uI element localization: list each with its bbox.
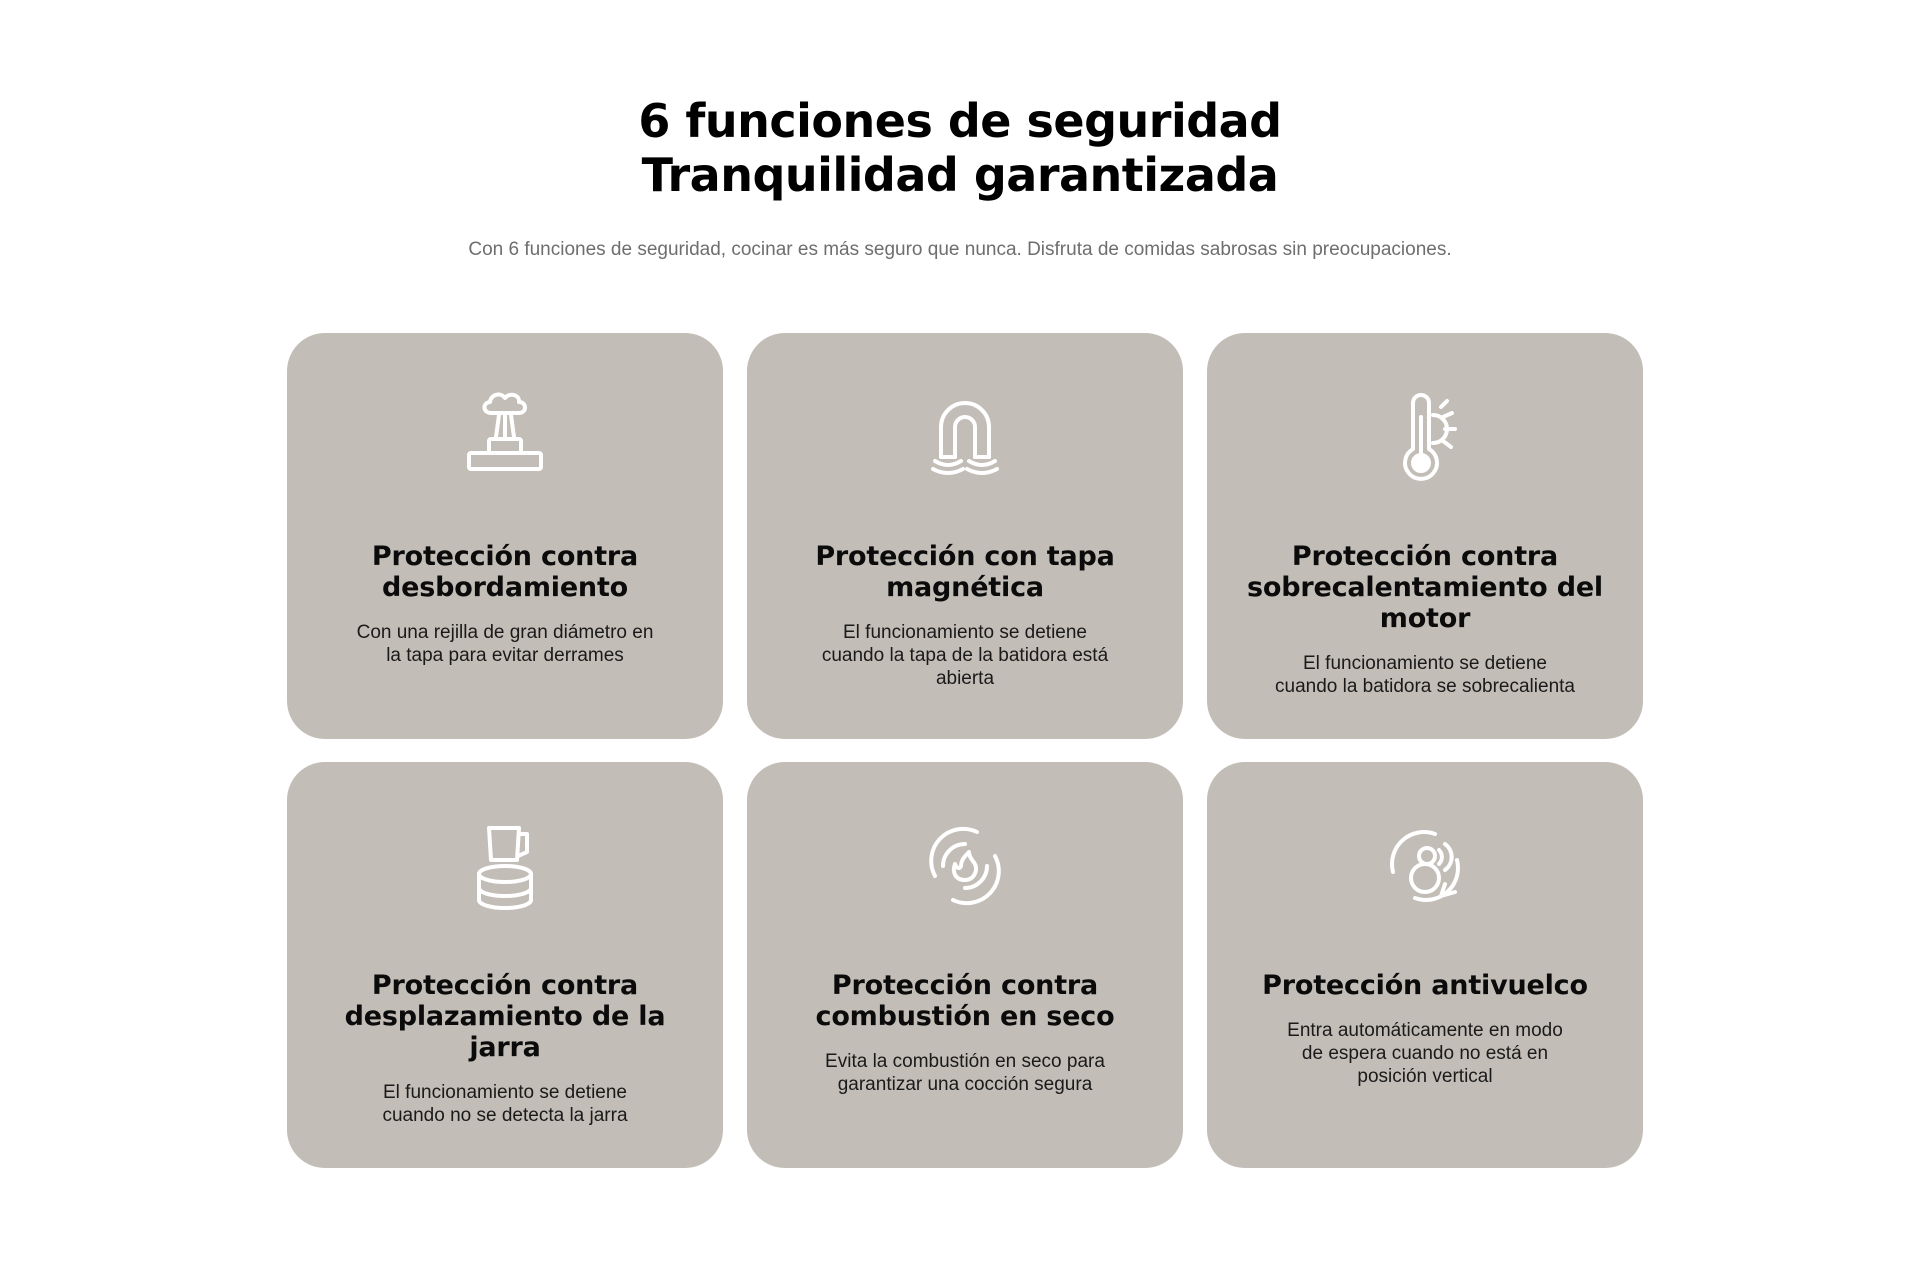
feature-card-jar-displacement [287,762,723,1168]
feature-title: Protección contra combustión en seco [815,970,1115,1032]
tilt-sensor-icon [1375,816,1475,916]
blender-jar-icon [455,816,555,916]
feature-card-anti-tip [1207,762,1643,1168]
feature-title: Protección contra sobrecalentamiento del motor [1247,541,1603,634]
feature-description: Evita la combustión en seco para garantizar una cocción segura [825,1051,1105,1095]
feature-title: Protección contra desbordamiento [371,541,639,603]
feature-title: Protección con tapa magnética [815,541,1115,603]
feature-description: El funcionamiento se detiene cuando no se detecta la jarra [382,1082,628,1126]
features-grid [287,333,1643,1168]
feature-title: Protección antivuelco [1262,970,1588,1001]
feature-description: Entra automáticamente en modo de espera cuando no está en posición vertical [1287,1020,1563,1087]
thermometer-icon [1375,387,1475,487]
flame-circle-icon [915,816,1015,916]
magnet-icon [915,387,1015,487]
feature-card-overflow [287,333,723,739]
section-subtitle: Con 6 funciones de seguridad, cocinar es más seguro que nunca. Disfruta de comidas sabrosas sin preocupaciones. [468,239,1452,260]
feature-description: El funcionamiento se detiene cuando la batidora se sobrecalienta [1275,653,1575,697]
feature-title: Protección contra desplazamiento de la jarra [344,970,666,1063]
section-title-line-1: 6 funciones de seguridad [638,94,1282,148]
section-title-line-2: Tranquilidad garantizada [641,148,1279,202]
feature-card-dry-burn [747,762,1183,1168]
section-title [0,94,1920,202]
feature-description: El funcionamiento se detiene cuando la tapa de la batidora está abierta [821,622,1109,689]
feature-description: Con una rejilla de gran diámetro en la tapa para evitar derrames [356,622,654,666]
overflow-steam-icon [455,387,555,487]
feature-card-magnetic-lid [747,333,1183,739]
feature-card-overheating [1207,333,1643,739]
